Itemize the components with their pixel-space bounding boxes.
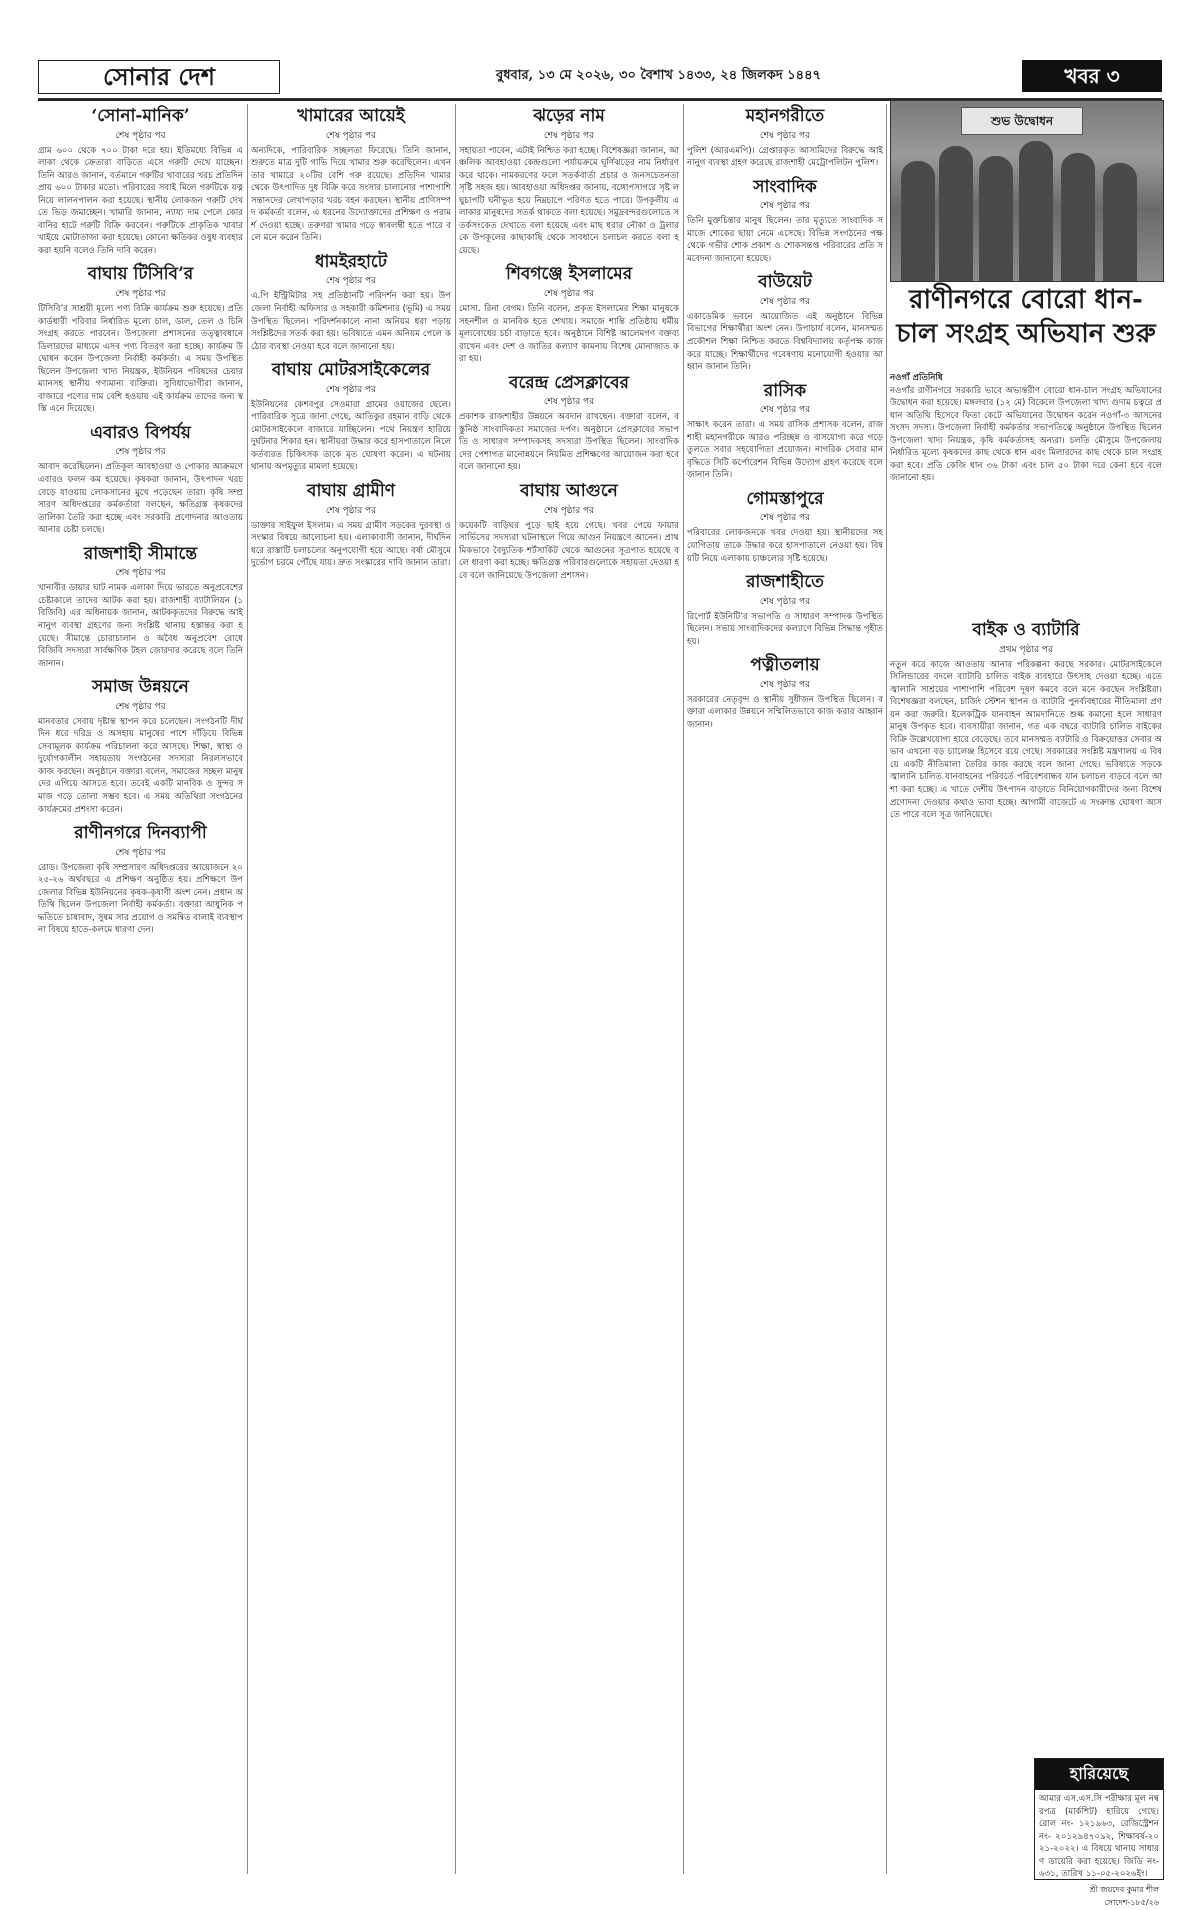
person-figure [1019, 141, 1053, 281]
lost-notice [1034, 1758, 1164, 1907]
article-headline: বরেন্দ্র প্রেসক্লাবের [508, 372, 629, 393]
continued-note: শেষ পৃষ্ঠার পর [115, 447, 166, 458]
continued-note: শেষ পৃষ্ঠার পর [759, 513, 811, 524]
column-divider [886, 104, 887, 1874]
article [459, 374, 679, 474]
article-body: ডাক্তার সাইফুল ইসলাম। এ সময় গ্রামীণ সড়কের দুরবস্থা ও সংস্কার বিষয়ে আলোচনা হয়। এলাকাবাসী জানান, দীর্ঘদিন ধরে রাস্তাটি চলাচলের অনুপযোগী হয়ে আছে। বর্ষা মৌসুমে দুর্ভোগ চরমে পৌঁছে যায়। দ্রুত সংস্কারের দাবি জানান তারা। [251, 520, 451, 569]
article-body: খানাবীর ডায়ার ঘাট নামক এলাকা দিয়ে ভারতে অনুপ্রবেশের চেষ্টাকালে তাদের আটক করা হয়। রাজশাহী ব্যাটালিয়ন (১ বিজিবি) এর অধিনায়ক জানান, আটককৃতদের বিরুদ্ধে আইনানুগ ব্যবস্থা গ্রহণের জন্য সংশ্লিষ্ট থানায় হস্তান্তর করা হয়েছে। সীমান্তে চোরাচালান ও অবৈধ অনুপ্রবেশ রোধে বিজিবি সদস্যরা সার্বক্ষণিক টহল জোরদার করেছে বলে তিনি জানান। [38, 583, 243, 669]
article-body: একাডেমিক ভবনে আয়োজিত এই অনুষ্ঠানে বিভিন্ন বিভাগের শিক্ষার্থীরা অংশ নেন। উপাচার্য বলেন, মানসম্মত প্রকৌশল শিক্ষা নিশ্চিত করতে বিশ্ববিদ্যালয় কর্তৃপক্ষ কাজ করে যাচ্ছে। শিক্ষার্থীদের গবেষণায় মনোযোগী হওয়ার আহ্বান জানান তিনি। [687, 311, 883, 373]
lead-byline: নওগাঁ প্রতিনিধি [890, 373, 943, 383]
column-divider [455, 104, 456, 1874]
column-divider [683, 104, 684, 1874]
article-body: সাক্ষাৎ করেন তারা। এ সময় রাসিক প্রশাসক বলেন, রাজশাহী মহানগরীকে আরও পরিচ্ছন্ন ও বাসযোগ্য করে গড়ে তুলতে সবার সহযোগিতা প্রয়োজন। নাগরিক সেবার মান বৃদ্ধিতে সিটি কর্পোরেশন বিভিন্ন উদ্যোগ গ্রহণ করেছে বলে জানান তিনি। [687, 420, 883, 481]
continued-note: শেষ পৃষ্ঠার পর [759, 405, 811, 416]
continued-note: প্রথম পৃষ্ঠার পর [999, 644, 1053, 655]
continued-note: শেষ পৃষ্ঠার পর [759, 130, 811, 141]
article-body: মোসা. রিনা বেগম। তিনি বলেন, প্রকৃত ইসলামের শিক্ষা মানুষকে সহনশীল ও মানবিক হতে শেখায়। সমাজে শান্তি প্রতিষ্ঠায় ধর্মীয় মূল্যবোধের চর্চা বাড়াতে হবে। অনুষ্ঠানে বিশিষ্ট আলেমগণ বক্তব্য রাখেন এবং দেশ ও জাতির কল্যাণ কামনায় বিশেষ মোনাজাত করা হয়। [459, 304, 679, 365]
article [687, 382, 883, 482]
article-headline: ধামইরহাটে [314, 251, 388, 272]
article-headline: রাসিক [763, 380, 807, 401]
bike-article [890, 618, 1162, 1750]
continued-note: শেষ পৃষ্ঠার পর [325, 276, 377, 287]
person-figure [1061, 153, 1095, 281]
article-headline: ঝড়ের নাম [533, 106, 605, 126]
person-figure [901, 161, 935, 281]
article-body: সরকারের নেতৃবৃন্দ ও স্থানীয় সুধীজন উপস্থিত ছিলেন। বক্তারা এলাকার উন্নয়নে সম্মিলিতভাবে কাজ করার আহ্বান জানান। [687, 694, 883, 730]
article-body: অন্যদিকে, পারিবারিক সচ্ছলতা ফিরেছে। তিনি জানান, শুরুতে মাত্র দুটি গাভি দিয়ে খামার শুরু করেছিলেন। এখন তার খামারে ২০টির বেশি গরু রয়েছে। প্রতিদিন খামার থেকে উৎপাদিত দুধ বিক্রি করে সংসার চালানোর পাশাপাশি সন্তানদের লেখাপড়ার খরচ বহন করছেন। স্থানীয় প্রাণিসম্পদ কর্মকর্তা বলেন, এ ধরনের উদ্যোক্তাদের প্রশিক্ষণ ও পরামর্শ দেওয়া হচ্ছে। তরুণরা খামার গড়ে স্বাবলম্বী হতে পারে বলে মনে করেন তিনি। [251, 145, 451, 244]
page-label: খবর ৩ [1022, 60, 1162, 92]
article-headline: বাঘায় টিসিবি’র [87, 264, 194, 285]
continued-note: শেষ পৃষ্ঠার পর [543, 397, 595, 408]
continued-note: শেষ পৃষ্ঠার পর [115, 701, 166, 712]
article [38, 107, 243, 257]
article-body: প্রকাশক রাজশাহীর উন্নয়নে অবদান রাখছেন। বক্তারা বলেন, বস্তুনিষ্ঠ সাংবাদিকতা সমাজের দর্পণ। অনুষ্ঠানে প্রেসক্লাবের সভাপতি ও সাধারণ সম্পাদকসহ সদস্যরা উপস্থিত ছিলেন। সাংবাদিকদের পেশাগত মানোন্নয়নে নিয়মিত প্রশিক্ষণের আয়োজন করা হবে বলে জানানো হয়। [459, 412, 679, 473]
article-headline: এবারও বিপর্যয় [90, 422, 191, 443]
continued-note: শেষ পৃষ্ঠার পর [115, 289, 166, 300]
continued-note: শেষ পৃষ্ঠার পর [325, 130, 377, 141]
article [38, 678, 243, 816]
article-headline: বাঘায় মোটরসাইকেলের [271, 360, 431, 381]
continued-note: শেষ পৃষ্ঠার পর [543, 289, 595, 300]
lost-notice-title: হারিয়েছে [1035, 1759, 1163, 1790]
article [459, 265, 679, 365]
article [687, 178, 883, 266]
article-headline: রাণীনগরে দিনব্যাপী [74, 823, 207, 844]
lost-notice-code: সোদেশ-১৮৫/২৬ [1104, 1897, 1159, 1907]
article [459, 482, 679, 582]
issue-date: বুধবার, ১৩ মে ২০২৬, ৩০ বৈশাখ ১৪৩৩, ২৪ জিলকদ ১৪৪৭ [496, 68, 821, 83]
photo-banner: শুভ উদ্বোধন [961, 107, 1083, 135]
article-body: পুলিশ (আরএমপি)। গ্রেপ্তারকৃত আসামিদের বিরুদ্ধে আইনানুগ ব্যবস্থা গ্রহণ করেছে রাজশাহী মেট্রোপলিটন পুলিশ। [687, 145, 883, 169]
article-body: গ্রাম ৬০০ থেকে ৭০০ টাকা দরে হয়। ইতিমধ্যে বিভিন্ন এলাকা থেকে ক্রেতারা বাড়িতে এসে গরুটি দেখে যাচ্ছেন। তিনি আরও জানান, বর্তমানে গরুটির খাবারের খরচ প্রতিদিন প্রায় ৬০০ টাকার মতো। পরিবারের সবাই মিলে গরুটিকে যত্ন নিয়ে লালনপালন করা হয়েছে। স্থানীয় লোকজন গরুটি দেখতে ভিড় জমাচ্ছেন। খামারি জানান, ন্যায্য দাম পেলে কোরবানির হাটে গরুটি বিক্রি করবেন। গরুটিকে প্রাকৃতিক খাবার খাইয়ে মোটাতাজা করা হয়েছে। কোনো ক্ষতিকর ওষুধ ব্যবহার করা হয়নি বলেও তিনি দাবি করেন। [38, 145, 243, 256]
article [687, 490, 883, 565]
article-headline: গোমস্তাপুরে [746, 488, 824, 509]
article-body: সহায়তা পাবেন, এটাই নিশ্চিত করা হচ্ছে। বিশেষজ্ঞরা জানান, আঞ্চলিক আবহাওয়া কেন্দ্রগুলো পর্যায়ক্রমে ঘূর্ণিঝড়ের নাম নির্ধারণ করে থাকে। নামকরণের ফলে সতর্কবার্তা প্রচার ও জনসচেতনতা সৃষ্টি সহজ হয়। আবহাওয়া অধিদপ্তর জানায়, বঙ্গোপসাগরে সৃষ্ট লঘুচাপটি ঘনীভূত হয়ে নিম্নচাপে পরিণত হতে পারে। উপকূলীয় এলাকার মানুষদের সতর্ক থাকতে বলা হয়েছে। সমুদ্রবন্দরগুলোতে সতর্কসংকেত দেখাতে বলা হয়েছে এবং মাছ ধরার নৌকা ও ট্রলারকে উপকূলের কাছাকাছি থেকে সাবধানে চলাচল করতে বলা হয়েছে। [459, 145, 679, 256]
article-headline: শিবগঞ্জে ইসলামের [505, 264, 633, 285]
continued-note: শেষ পৃষ্ঠার পর [759, 679, 811, 690]
article-headline: পত্নীতলায় [750, 655, 820, 676]
article-body: নতুন করে কাজে আওতায় আনার পরিকল্পনা করছে সরকার। মোটরসাইকেলে সিলিন্ডারের বদলে ব্যাটারি চালিত বাইক ব্যবহারে উৎসাহ দেওয়া হচ্ছে। এতে জ্বালানি সাশ্রয়ের পাশাপাশি পরিবেশ দূষণ কমবে বলে মনে করছেন সংশ্লিষ্টরা। বিশেষজ্ঞরা বলছেন, চার্জিং স্টেশন স্থাপন ও ব্যাটারি পুনর্ব্যবহারের নীতিমালা প্রণয়ন করা জরুরি। ইলেকট্রিক যানবাহন আমদানিতে শুল্ক কমানো হলে সাধারণ মানুষ উপকৃত হবে। ব্যবসায়ীরা জানান, গত এক বছরে ব্যাটারি চালিত বাইকের বিক্রি উল্লেখযোগ্য হারে বেড়েছে। তবে মানসম্মত ব্যাটারি ও বিক্রয়োত্তর সেবার অভাব এখনো বড় চ্যালেঞ্জ হিসেবে রয়ে গেছে। সরকারের সংশ্লিষ্ট মন্ত্রণালয় এ বিষয়ে একটি নীতিমালা তৈরির কাজ করছে বলে জানা গেছে। ভবিষ্যতে সড়কে জ্বালানি চালিত যানবাহনের পরিবর্তে পরিবেশবান্ধব যান চলাচল বাড়বে বলে আশা করা হচ্ছে। এ খাতে দেশীয় উৎপাদন বাড়াতে বিনিয়োগকারীদের জন্য বিশেষ প্রণোদনা দেওয়ার কথাও ভাবা হচ্ছে। আগামী বাজেটে এ সংক্রান্ত ঘোষণা আসতে পারে বলে সূত্র জানিয়েছে। [890, 659, 1162, 821]
lead-body: নওগাঁর রাণীনগরে সরকারি ভাবে অভ্যন্তরীণ বোরো ধান-চাল সংগ্রহ অভিযানের উদ্বোধন করা হয়েছে। মঙ্গলবার (১২ মে) বিকেলে উপজেলা খাদ্য গুদাম চত্বরে প্রধান অতিথি হিসেবে ফিতা কেটে অভিযানের উদ্বোধন করেন নওগাঁ-৩ আসনের সংসদ সদস্য। উপজেলা নির্বাহী কর্মকর্তার সভাপতিত্বে অনুষ্ঠানে উপস্থিত ছিলেন উপজেলা খাদ্য নিয়ন্ত্রক, কৃষি কর্মকর্তাসহ অন্যরা। চলতি মৌসুমে উপজেলায় নির্ধারিত মূল্যে কৃষকদের কাছ থেকে ধান এবং মিলারদের কাছ থেকে চাল সংগ্রহ করা হবে। প্রতি কেজি ধান ৩৬ টাকা এবং চাল ৫০ টাকা দরে কেনা হবে বলে জানানো হয়। [890, 385, 1162, 484]
article-headline: বাঘায় আগুনে [520, 481, 618, 502]
continued-note: শেষ পৃষ্ঠার পর [115, 847, 166, 858]
continued-note: শেষ পৃষ্ঠার পর [115, 568, 166, 579]
lost-notice-body: আমার এস.এস.সি পরীক্ষার মূল নম্বরপত্র (মার্কশিট) হারিয়ে গেছে। রোল নং- ১২১৯৬৩, রেজিস্ট্রেশন নং- ২০১২৯৪৭০৯২, শিক্ষাবর্ষ-২০২১-২০২২। এ বিষয়ে থানায় সাধারণ ডায়েরি করা হয়েছে। জিডি নং- ৬৩১, তারিখ ১১-০৫-২০২৬ইং। [1039, 1794, 1159, 1880]
article [251, 361, 451, 474]
continued-note: শেষ পৃষ্ঠার পর [759, 596, 811, 607]
article [38, 424, 243, 537]
article-headline: রাজশাহী সীমান্তে [83, 543, 198, 564]
article-body: আবাদ করেছিলেন। প্রতিকূল আবহাওয়া ও পোকার আক্রমণে এবারও ফলন কম হয়েছে। কৃষকরা জানান, উৎপাদন খরচ বেড়ে যাওয়ায় লোকসানের মুখে পড়েছেন তারা। কৃষি সম্প্রসারণ অধিদপ্তরের কর্মকর্তারা বলছেন, ক্ষতিগ্রস্ত কৃষকদের তালিকা তৈরি করা হচ্ছে এবং সরকারি প্রণোদনার আওতায় আনার চেষ্টা চলছে। [38, 462, 243, 536]
article-body: কয়েকটি বাড়িঘর পুড়ে ছাই হয়ে গেছে। খবর পেয়ে ফায়ার সার্ভিসের সদস্যরা ঘটনাস্থলে গিয়ে আগুন নিয়ন্ত্রণে আনেন। প্রাথমিকভাবে বৈদ্যুতিক শর্টসার্কিট থেকে আগুনের সূত্রপাত হয়েছে বলে ধারণা করা হচ্ছে। ক্ষতিগ্রস্ত পরিবারগুলোকে সহায়তা দেওয়া হবে বলে জানিয়েছে উপজেলা প্রশাসন। [459, 520, 679, 581]
person-figure [939, 146, 973, 281]
article [687, 107, 883, 170]
person-figure [1103, 163, 1137, 281]
continued-note: শেষ পৃষ্ঠার পর [115, 130, 166, 141]
article-headline: বাঘায় গ্রামীণ [306, 481, 395, 502]
continued-note: শেষ পৃষ্ঠার পর [325, 384, 377, 395]
article-body: তিনি মুক্তচিন্তার মানুষ ছিলেন। তার মৃত্যুতে সাংবাদিক সমাজে শোকের ছায়া নেমে এসেছে। বিভিন্ন সংগঠনের পক্ষ থেকে গভীর শোক প্রকাশ ও শোকসন্তপ্ত পরিবারের প্রতি সমবেদনা জানানো হয়েছে। [687, 216, 883, 264]
article-headline: বাইক ও ব্যাটারি [972, 620, 1080, 640]
continued-note: শেষ পৃষ্ঠার পর [759, 296, 811, 307]
article-headline: ‘সোনা-মানিক’ [91, 106, 190, 126]
article-headline: রাজশাহীতে [746, 572, 824, 593]
continued-note: শেষ পৃষ্ঠার পর [543, 130, 595, 141]
article [251, 107, 451, 245]
article-headline: সাংবাদিক [753, 176, 817, 197]
paper-logo: সোনার দেশ [38, 60, 280, 94]
article [251, 253, 451, 353]
column-3 [459, 104, 679, 1874]
article [251, 482, 451, 570]
continued-note: শেষ পৃষ্ঠার পর [543, 505, 595, 516]
article-body: টিসিবি’র সাশ্রয়ী মূল্যে পণ্য বিক্রি কার্যক্রম শুরু হয়েছে। প্রতি কার্ডধারী পরিবার নির্ধারিত মূল্যে চাল, ডাল, তেল ও চিনি সংগ্রহ করতে পারবেন। উপজেলা প্রশাসনের তত্ত্বাবধানে ডিলারদের মাধ্যমে এসব পণ্য বিতরণ করা হচ্ছে। কার্যক্রম উদ্বোধন করেন উপজেলা নির্বাহী কর্মকর্তা। এ সময় উপস্থিত ছিলেন উপজেলা খাদ্য নিয়ন্ত্রক, ইউনিয়ন পরিষদের চেয়ারম্যানসহ স্থানীয় গণ্যমান্য ব্যক্তিরা। সুবিধাভোগীরা জানান, বাজারে পণ্যের দাম বেশি হওয়ায় এই কার্যক্রম তাদের জন্য স্বস্তি এনে দিয়েছে। [38, 304, 243, 415]
article-body: রিপোর্ট ইউনিটি’র সভাপতি ও সাধারণ সম্পাদক উপস্থিত ছিলেন। সভায় সাংবাদিকদের কল্যাণে বিভিন্ন সিদ্ধান্ত গৃহীত হয়। [687, 611, 883, 647]
article-body: মানবতার সেবায় দৃষ্টান্ত স্থাপন করে চলেছেন। সংগঠনটি দীর্ঘদিন ধরে দরিদ্র ও অসহায় মানুষের পাশে দাঁড়িয়ে বিভিন্ন সেবামূলক কার্যক্রম পরিচালনা করে আসছে। শিক্ষা, স্বাস্থ্য ও দুর্যোগকালীন সহায়তায় সংগঠনের সদস্যরা নিরলসভাবে কাজ করছেন। অনুষ্ঠানে বক্তারা বলেন, সমাজের সচ্ছল মানুষদের এগিয়ে আসতে হবে। তবেই একটি মানবিক ও সুন্দর সমাজ গড়ে তোলা সম্ভব হবে। এ সময় অতিথিরা সংগঠনের কার্যক্রমের প্রশংসা করেন। [38, 716, 243, 815]
article-headline: খামারের আয়েই [297, 106, 405, 126]
continued-note: শেষ পৃষ্ঠার পর [759, 201, 811, 212]
column-2 [251, 104, 451, 1874]
article [687, 273, 883, 373]
article-headline: মহানগরীতে [745, 106, 825, 126]
article [38, 824, 243, 937]
lost-notice-signature: শ্রী জয়দেব কুমার শীল [1089, 1884, 1159, 1894]
article-headline: বাউয়েট [758, 272, 812, 293]
article [38, 545, 243, 670]
lead-photo [890, 100, 1164, 282]
article [459, 107, 679, 257]
lead-article [890, 372, 1162, 612]
article-body: পরিবারের লোকজনকে খবর দেওয়া হয়। স্থানীয়দের সহযোগিতায় তাকে উদ্ধার করে হাসপাতালে নেওয়া হয়। বিষয়টি নিয়ে এলাকায় চাঞ্চল্যের সৃষ্টি হয়েছে। [687, 528, 883, 564]
person-figure [979, 156, 1013, 281]
lead-headline: রাণীনগরে বোরো ধান-চাল সংগ্রহ অভিযান শুরু [896, 285, 1156, 349]
article-body: ইউনিয়নের কেশবপুর সেওমারা গ্রামের ওয়াজের ছেলে। পারিবারিক সূত্রে জানা গেছে, আতিকুর রহমান বাড়ি থেকে মোটরসাইকেলে বাজারে যাচ্ছিলেন। পথে নিয়ন্ত্রণ হারিয়ে দুর্ঘটনার শিকার হন। স্থানীয়রা উদ্ধার করে হাসপাতালে নিলে কর্তব্যরত চিকিৎসক তাকে মৃত ঘোষণা করেন। এ ঘটনায় থানায় অপমৃত্যুর মামলা হয়েছে। [251, 399, 451, 473]
article-body: এ.পি ইন্ট্রিমিটার সহ প্রতিষ্ঠানটি পরিদর্শন করা হয়। উপজেলা নির্বাহী অফিসার ও সহকারী কমিশনার (ভূমি) এ সময় উপস্থিত ছিলেন। পরিদর্শনকালে নানা অনিয়ম ধরা পড়ায় সংশ্লিষ্টদের সতর্ক করা হয়। ভবিষ্যতে এমন অনিয়ম পেলে কঠোর ব্যবস্থা নেওয়া হবে বলে জানানো হয়। [251, 291, 451, 352]
article [687, 656, 883, 731]
column-1 [38, 104, 243, 1874]
continued-note: শেষ পৃষ্ঠার পর [325, 505, 377, 516]
masthead [38, 60, 1162, 99]
column-divider [247, 104, 248, 1874]
article [687, 573, 883, 648]
article-headline: সমাজ উন্নয়নে [92, 677, 189, 698]
article [38, 265, 243, 415]
article-body: রোড। উপজেলা কৃষি সম্প্রসারণ অধিদপ্তরের আয়োজনে ২০২৫-২৬ অর্থবছরে এ প্রশিক্ষণ অনুষ্ঠিত হয়। প্রশিক্ষণে উপজেলার বিভিন্ন ইউনিয়নের কৃষক-কৃষাণী অংশ নেন। প্রধান অতিথি ছিলেন উপজেলা নির্বাহী কর্মকর্তা। বক্তারা আধুনিক পদ্ধতিতে চাষাবাদ, সুষম সার প্রয়োগ ও সমন্বিত বালাই ব্যবস্থাপনা বিষয়ে হাতে-কলমে ধারণা দেন। [38, 862, 243, 936]
column-4 [687, 104, 883, 1874]
